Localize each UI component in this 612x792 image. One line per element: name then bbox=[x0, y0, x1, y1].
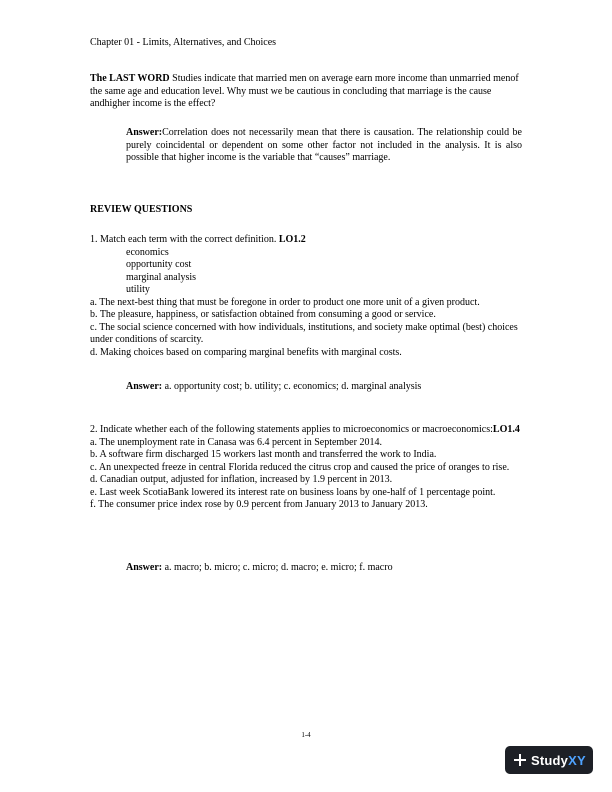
term-item: opportunity cost bbox=[126, 259, 192, 270]
question-1-lo: LO1.2 bbox=[278, 234, 306, 245]
answer-label: Answer: bbox=[126, 127, 163, 138]
question-1-prompt: 1. Match each term with the correct definition. LO1.2 bbox=[90, 234, 306, 245]
question-1-answer bbox=[126, 381, 522, 394]
last-word-text: Studies indicate that married men on average earn more income than unmarried menof the same age and education level. Why must we be cautious in concluding that marriage is the cause andhigher income is the effect? bbox=[90, 73, 519, 109]
studyxy-badge[interactable] bbox=[505, 746, 593, 774]
question-2-prompt: 2. Indicate whether each of the following statements applies to microeconomics or macroeconomics:LO1.4 bbox=[90, 424, 520, 435]
statement-item: a. The unemployment rate in Canasa was 6.4 percent in September 2014. bbox=[90, 436, 382, 448]
answer-label: Answer: bbox=[126, 562, 163, 573]
statement-item: c. An unexpected freeze in central Florida reduced the citrus crop and caused the price of oranges to rise. bbox=[90, 461, 510, 473]
review-questions-heading: REVIEW QUESTIONS bbox=[90, 204, 193, 215]
page-number: 1-4 bbox=[301, 731, 311, 739]
statement-item: d. Canadian output, adjusted for inflation, increased by 1.9 percent in 2013. bbox=[90, 474, 393, 485]
question-2-answer bbox=[126, 562, 522, 575]
brand-logo-text: StudyXY bbox=[531, 752, 586, 768]
term-item: utility bbox=[126, 284, 150, 295]
last-word-label: The LAST WORD bbox=[90, 73, 170, 84]
statement-item: f. The consumer price index rose by 0.9 percent from January 2013 to January 2013. bbox=[90, 499, 428, 510]
definition-item: d. Making choices based on comparing marginal benefits with marginal costs. bbox=[90, 346, 402, 358]
last-word-paragraph bbox=[90, 73, 522, 111]
answer-text: Correlation does not necessarily mean that there is causation. The relationship could be purely coincidental or dependent on some other factor not included in the analysis. It is also possible that higher income is the variable that “causes” marriage. bbox=[126, 127, 522, 163]
term-item: economics bbox=[126, 246, 169, 258]
statement-item: e. Last week ScotiaBank lowered its interest rate on business loans by one-half of 1 percentage point. bbox=[90, 486, 496, 498]
definition-item: c. The social science concerned with how individuals, institutions, and society make optimal (best) choices under conditions of scarcity. bbox=[90, 321, 518, 345]
term-item: marginal analysis bbox=[126, 271, 197, 283]
answer-text: a. macro; b. micro; c. micro; d. macro; e. micro; f. macro bbox=[162, 562, 393, 573]
definition-item: b. The pleasure, happiness, or satisfaction obtained from consuming a good or service. bbox=[90, 309, 436, 320]
last-word-answer bbox=[126, 127, 522, 165]
answer-text: a. opportunity cost; b. utility; c. economics; d. marginal analysis bbox=[162, 381, 422, 392]
question-2 bbox=[90, 424, 522, 512]
definition-item: a. The next-best thing that must be foregone in order to product one more unit of a given product. bbox=[90, 296, 480, 308]
answer-label: Answer: bbox=[126, 381, 163, 392]
question-1 bbox=[90, 234, 522, 359]
statement-item: b. A software firm discharged 15 workers last month and transferred the work to India. bbox=[90, 449, 437, 460]
plus-icon bbox=[514, 754, 526, 766]
question-2-lo: LO1.4 bbox=[492, 424, 520, 435]
chapter-header: Chapter 01 - Limits, Alternatives, and Choices bbox=[90, 37, 277, 48]
